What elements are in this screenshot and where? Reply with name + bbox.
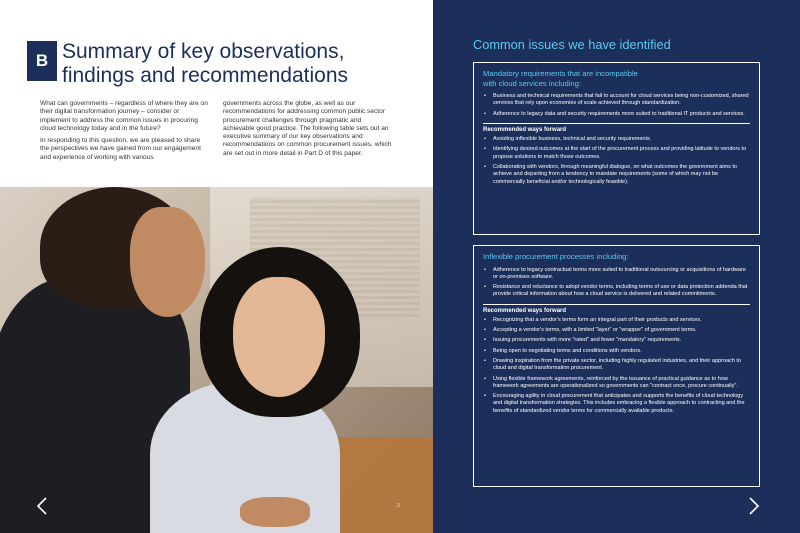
issue-box-inflexible-processes: [473, 245, 760, 487]
recommendation-item: • Issuing procurements with more "rated" and fewer "mandatory" requirements.: [483, 337, 750, 344]
divider: [483, 304, 750, 305]
page-number: 3: [397, 503, 400, 509]
issue-item: • Adherence to legacy contractual terms more suited to traditional outsourcing or acquisitions of hardware or on-premises software.: [483, 267, 750, 282]
issue-item: • Adherence to legacy data and security requirements more suited to traditional IT products and services.: [483, 111, 750, 118]
recommendation-list: [483, 317, 750, 415]
issue-item: • Business and technical requirements that fail to account for cloud services being non-customized, shared services that rely upon economies of scale achieved through standardization.: [483, 93, 750, 108]
photo-two-women-meeting: [0, 187, 433, 533]
right-page: [433, 0, 800, 533]
recommendation-item: • Using flexible framework agreements, reinforced by the issuance of practical guidance as to how framework agreements are operationalized so governments can "contract once, procure continually".: [483, 376, 750, 391]
title-line-2: findings and recommendations: [62, 64, 349, 87]
divider: [483, 123, 750, 124]
recommendation-list: [483, 136, 750, 186]
recommendation-item: • Being open to negotiating terms and conditions with vendors.: [483, 348, 750, 355]
title-line-1: Summary of key observations,: [62, 40, 345, 63]
box-title: Inflexible procurement processes including:: [483, 252, 629, 261]
chevron-left-icon[interactable]: [36, 497, 50, 517]
recommended-ways-label: Recommended ways forward: [483, 307, 567, 314]
recommended-ways-label: Recommended ways forward: [483, 127, 567, 134]
intro-paragraph: governments across the globe, as well as our recommendations for addressing common public sector procurement challenges through pragmatic and achievable good practice. The following table sets out an executive summary of our key observations and recommendations on common procurement issues, which are set out in more detail in Part D of this paper.: [223, 100, 392, 157]
intro-paragraph: In responding to this question, we are pleased to share the perspectives we have gained from our engagement and experience of working with various: [40, 137, 201, 161]
right-heading: Common issues we have identified: [473, 37, 671, 52]
photo-person-background-face: [233, 277, 325, 397]
recommendation-item: • Encouraging agility in cloud procurement that anticipates and supports the benefits of cloud technology and digital transformation strategies. This includes embracing a flexible approach to contracting and the benefits of standardized vendor terms for commercially available products.: [483, 393, 750, 415]
recommendation-item: • Drawing inspiration from the private sector, including highly regulated industries, and their approach to cloud and digital transformation procurement.: [483, 358, 750, 373]
issue-item: • Resistance and reluctance to adopt vendor terms, including terms of use or data protection addenda that provide critical information about how a cloud service is delivered and related commitments.: [483, 284, 750, 299]
box-title-line: with cloud services including:: [483, 78, 581, 88]
recommendation-item: • Collaborating with vendors, through meaningful dialogue, on what outcomes the government aims to achieve and departing from a tendency to mandate requirements (some of which may not be commercially beneficial and/or technologically feasible).: [483, 164, 750, 186]
issue-list: [483, 267, 750, 299]
photo-hand: [240, 497, 310, 527]
recommendation-item: • Accepting a vendor's terms, with a limited "layer" or "wrapper" of government terms.: [483, 327, 750, 334]
section-badge: B: [27, 41, 57, 81]
photo-person-foreground-face: [130, 207, 205, 317]
box-title: [483, 69, 750, 88]
intro-column-left: [40, 100, 210, 166]
page-title: [62, 40, 392, 88]
recommendation-item: • Recognizing that a vendor's terms form an integral part of their products and services.: [483, 317, 750, 324]
intro-column-right: [223, 100, 393, 162]
intro-paragraph: What can governments – regardless of where they are on their digital transformation journey – consider or implement to address the common issues in procuring cloud technology today and in the future?: [40, 100, 208, 132]
issue-box-mandatory-requirements: [473, 62, 760, 235]
box-title-line: Mandatory requirements that are incompatible: [483, 69, 638, 78]
issue-list: [483, 93, 750, 118]
recommendation-item: • Identifying desired outcomes at the start of the procurement process and providing latitude to vendors to propose solutions to match those outcomes.: [483, 146, 750, 161]
recommendation-item: • Avoiding inflexible business, technical and security requirements.: [483, 136, 750, 143]
chevron-right-icon[interactable]: [748, 497, 762, 517]
